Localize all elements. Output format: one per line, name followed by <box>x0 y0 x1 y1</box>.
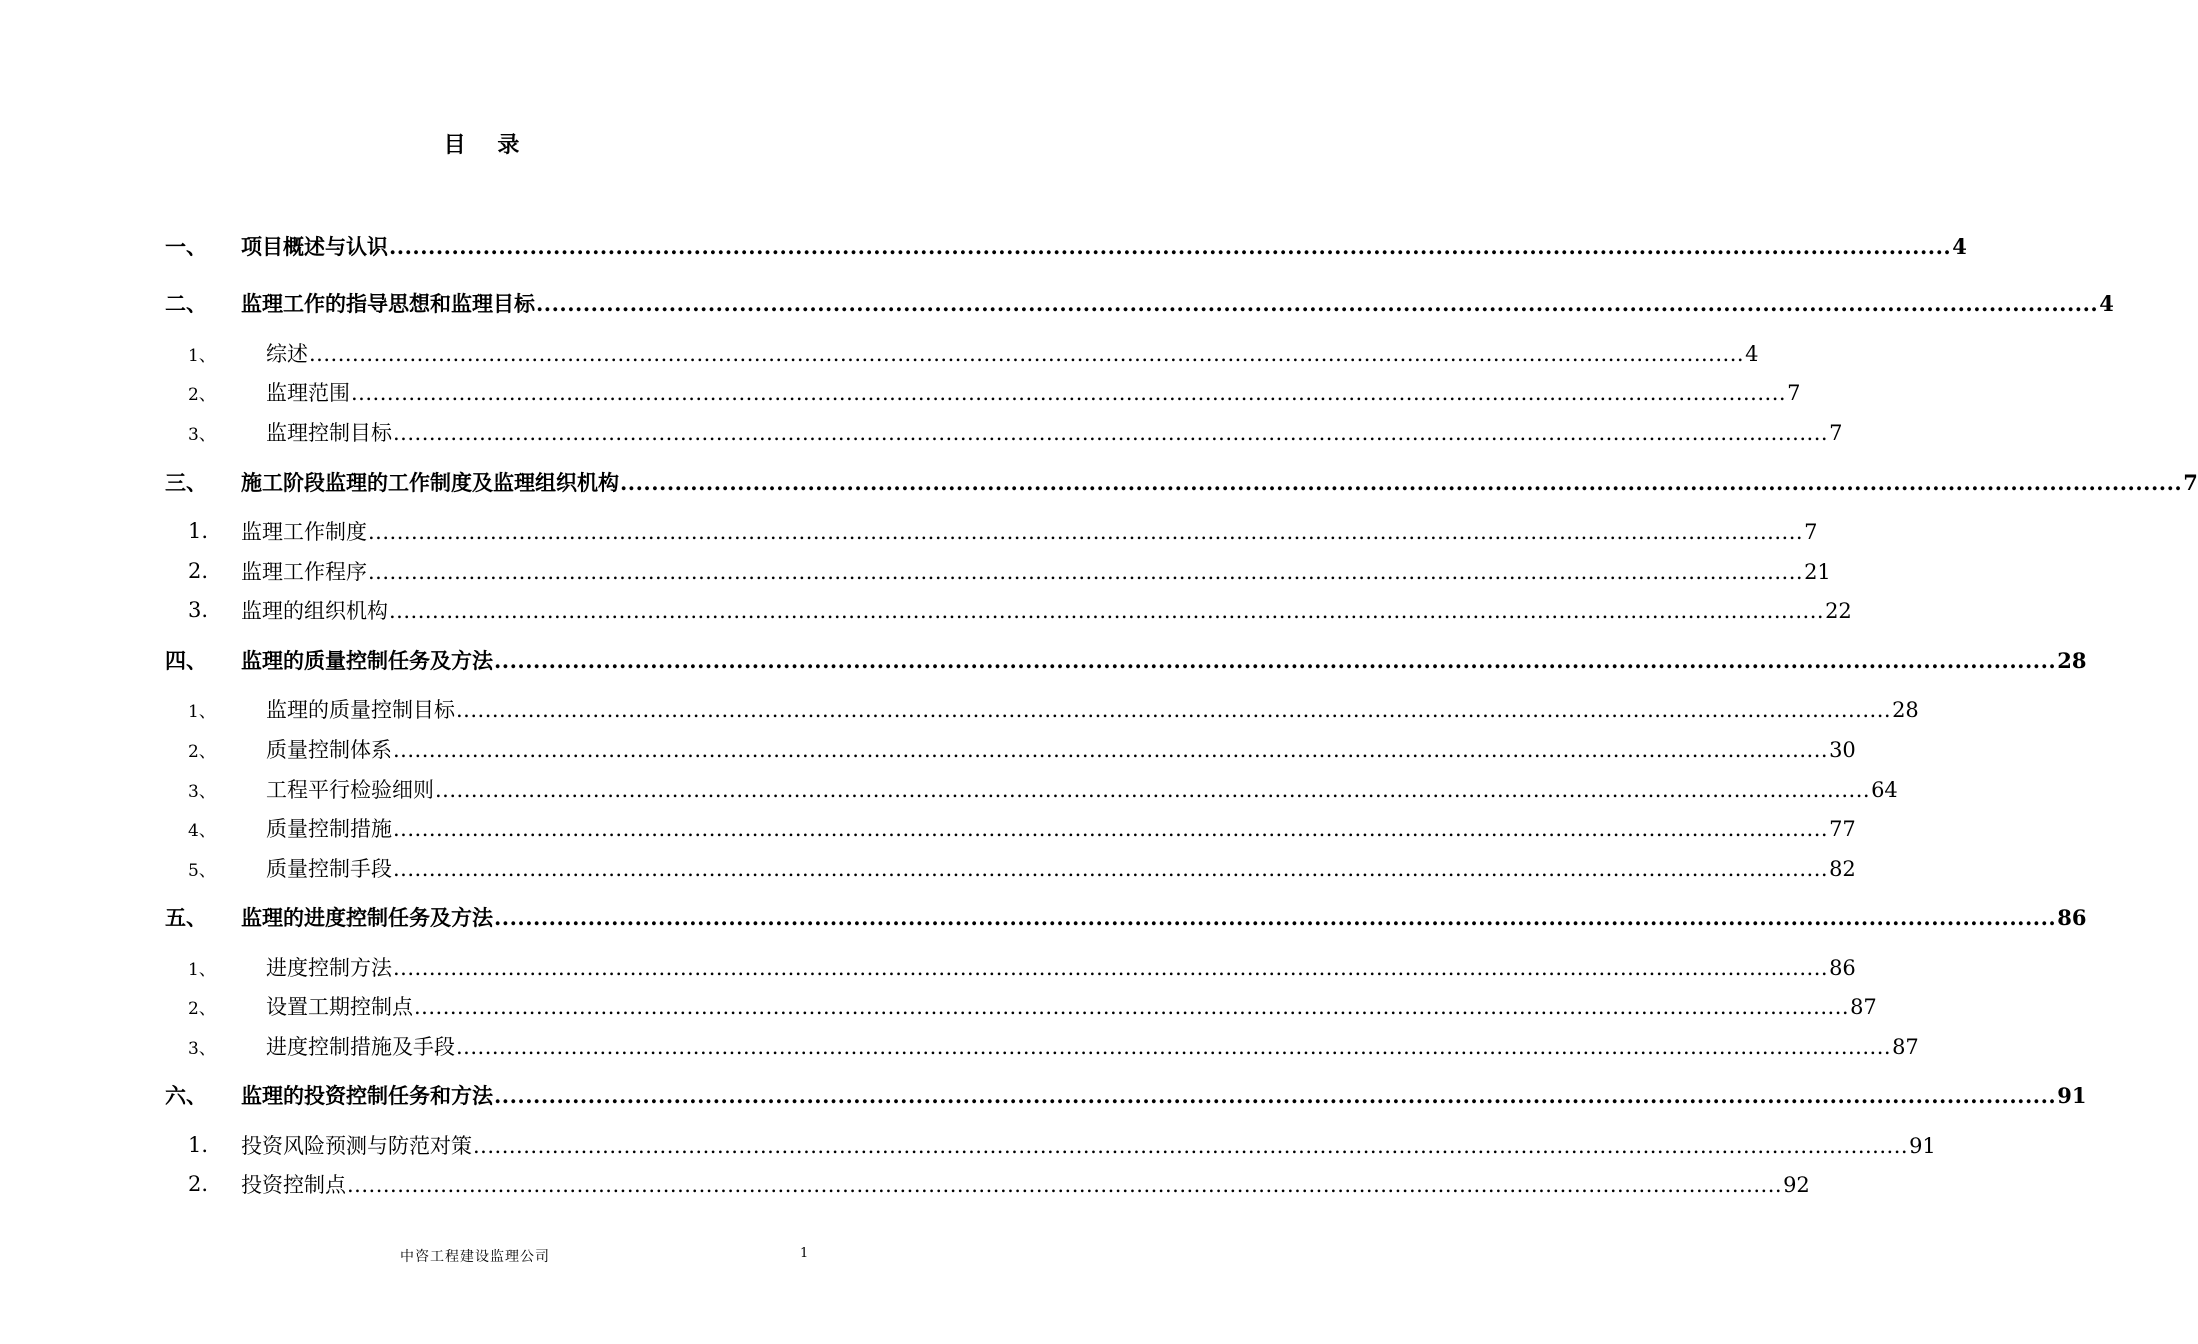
toc-leader-dots: ........................................................................................................................................................................................................ <box>456 1035 1892 1059</box>
toc-entry[interactable] <box>0 464 2198 500</box>
toc-entry-title: 设置工期控制点 <box>266 995 413 1019</box>
toc-leader-dots: ........................................................................................................................................................................................................ <box>393 956 1829 980</box>
toc-entry-number: 一、 <box>165 234 207 259</box>
toc-entry-title: 监理控制目标 <box>266 421 392 445</box>
toc-entry-title: 质量控制措施 <box>266 817 392 841</box>
toc-entry-page: 7 <box>1787 381 1801 405</box>
toc-leader-dots: ........................................................................................................................................................................................................ <box>393 738 1829 762</box>
toc-entry-title: 投资控制点 <box>241 1173 346 1197</box>
toc-entry-body <box>266 853 1856 883</box>
toc-entry-page: 28 <box>2057 648 2087 673</box>
toc-entry-number: 3、 <box>188 1038 216 1059</box>
toc-entry-title: 监理工作制度 <box>241 520 367 544</box>
toc-entry-page: 4 <box>2099 291 2114 316</box>
toc-entry-title: 质量控制手段 <box>266 857 392 881</box>
toc-entry[interactable] <box>0 899 2087 935</box>
toc-entry-title: 进度控制方法 <box>266 956 392 980</box>
toc-entry-title: 监理的质量控制任务及方法 <box>241 648 493 673</box>
toc-entry[interactable] <box>0 731 1856 767</box>
toc-leader-dots: ........................................................................................................................................................................................................ <box>414 995 1850 1019</box>
toc-entry-body <box>266 734 1856 764</box>
toc-entry-title: 工程平行检验细则 <box>266 778 434 802</box>
toc-entry-body <box>266 952 1856 982</box>
toc-leader-dots: ........................................................................................................................................................................................................ <box>389 599 1825 623</box>
toc-entry-page: 77 <box>1829 817 1856 841</box>
toc-entry-page: 87 <box>1892 1035 1919 1059</box>
toc-entry-body <box>266 694 1919 724</box>
toc-entry-page: 91 <box>1909 1134 1936 1158</box>
toc-entry-number: 2、 <box>188 998 216 1019</box>
toc-leader-dots: ........................................................................................................................................................................................................ <box>309 342 1745 366</box>
toc-entry[interactable] <box>0 1127 1936 1163</box>
toc-entry-title: 进度控制措施及手段 <box>266 1035 455 1059</box>
toc-entry-title: 监理的质量控制目标 <box>266 698 455 722</box>
toc-entry-body <box>266 774 1898 804</box>
toc-entry-page: 30 <box>1829 738 1856 762</box>
toc-entry-body <box>266 813 1856 843</box>
toc-entry-title: 监理的投资控制任务和方法 <box>241 1083 493 1108</box>
toc-entry-body <box>241 516 1818 546</box>
toc-entry-title: 项目概述与认识 <box>241 234 388 259</box>
toc-entry[interactable] <box>0 513 1818 549</box>
toc-entry[interactable] <box>0 414 1843 450</box>
toc-leader-dots: ........................................................................................................................................................................................................ <box>347 1173 1783 1197</box>
toc-entry-number: 1. <box>188 519 209 543</box>
toc-entry-page: 4 <box>1745 342 1759 366</box>
toc-entry-title: 监理的组织机构 <box>241 599 388 623</box>
toc-entry-page: 86 <box>1829 956 1856 980</box>
toc-entry-page: 21 <box>1804 560 1831 584</box>
toc-entry-title: 监理范围 <box>266 381 350 405</box>
toc-entry-page: 22 <box>1825 599 1852 623</box>
toc-leader-dots: ........................................................................................................................................................................................................ <box>456 698 1892 722</box>
toc-entry-number: 1、 <box>188 701 216 722</box>
toc-leader-dots: ........................................................................................................................................................................................................ <box>393 421 1829 445</box>
toc-entry-number: 4、 <box>188 820 216 841</box>
toc-entry-page: 92 <box>1783 1173 1810 1197</box>
toc-entry-page: 82 <box>1829 857 1856 881</box>
footer-page-number: 1 <box>800 1246 809 1261</box>
toc-entry-number: 3、 <box>188 424 216 445</box>
toc-entry-body <box>266 338 1759 368</box>
toc-leader-dots: ........................................................................................................................................................................................................ <box>368 560 1804 584</box>
toc-entry-number: 5、 <box>188 860 216 881</box>
toc-leader-dots: ........................................................................................................................................................................................................ <box>494 648 2057 673</box>
toc-entry-title: 监理工作程序 <box>241 560 367 584</box>
toc-entry-number: 2、 <box>188 741 216 762</box>
toc-entry[interactable] <box>0 228 1967 264</box>
toc-entry-title: 投资风险预测与防范对策 <box>241 1134 472 1158</box>
toc-entry-number: 3. <box>188 598 209 622</box>
toc-entry[interactable] <box>0 335 1759 371</box>
toc-entry-body <box>241 231 1967 261</box>
toc-entry-body <box>241 1130 1936 1160</box>
toc-entry-body <box>266 377 1801 407</box>
toc-entry-number: 三、 <box>165 470 207 495</box>
toc-entry[interactable] <box>0 771 1898 807</box>
toc-entry-title: 施工阶段监理的工作制度及监理组织机构 <box>241 470 619 495</box>
toc-entry-body <box>241 1169 1810 1199</box>
toc-entry[interactable] <box>0 949 1856 985</box>
toc-entry-body <box>241 467 2198 497</box>
toc-entry[interactable] <box>0 642 2087 678</box>
toc-entry[interactable] <box>0 1077 2087 1113</box>
toc-leader-dots: ........................................................................................................................................................................................................ <box>494 1083 2057 1108</box>
toc-entry-title: 监理的进度控制任务及方法 <box>241 905 493 930</box>
toc-leader-dots: ........................................................................................................................................................................................................ <box>536 291 2099 316</box>
toc-entry-page: 7 <box>1804 520 1818 544</box>
toc-entry-number: 四、 <box>165 648 207 673</box>
toc-entry-number: 2. <box>188 559 209 583</box>
toc-entry-page: 7 <box>1829 421 1843 445</box>
toc-entry-number: 2. <box>188 1172 209 1196</box>
toc-entry[interactable] <box>0 810 1856 846</box>
toc-leader-dots: ........................................................................................................................................................................................................ <box>393 857 1829 881</box>
toc-entry-body <box>241 288 2114 318</box>
toc-entry-page: 4 <box>1952 234 1967 259</box>
toc-title: 目 录 <box>443 132 532 158</box>
toc-entry-title: 综述 <box>266 342 308 366</box>
toc-leader-dots: ........................................................................................................................................................................................................ <box>368 520 1804 544</box>
toc-leader-dots: ........................................................................................................................................................................................................ <box>494 905 2057 930</box>
toc-leader-dots: ........................................................................................................................................................................................................ <box>393 817 1829 841</box>
toc-entry-body <box>241 902 2087 932</box>
toc-entry-title: 监理工作的指导思想和监理目标 <box>241 291 535 316</box>
toc-entry-body <box>241 556 1831 586</box>
toc-entry[interactable] <box>0 592 1852 628</box>
toc-entry-page: 86 <box>2057 905 2087 930</box>
footer-company: 中咨工程建设监理公司 <box>400 1249 550 1265</box>
toc-entry-number: 1. <box>188 1133 209 1157</box>
toc-leader-dots: ........................................................................................................................................................................................................ <box>473 1134 1909 1158</box>
toc-entry-number: 六、 <box>165 1083 207 1108</box>
toc-entry-body <box>266 991 1877 1021</box>
toc-entry[interactable] <box>0 374 1801 410</box>
toc-entry-number: 二、 <box>165 291 207 316</box>
toc-leader-dots: ........................................................................................................................................................................................................ <box>389 234 1952 259</box>
toc-entry-page: 28 <box>1892 698 1919 722</box>
toc-entry-page: 7 <box>2183 470 2198 495</box>
toc-leader-dots: ........................................................................................................................................................................................................ <box>435 778 1871 802</box>
toc-entry-body <box>241 645 2087 675</box>
toc-entry[interactable] <box>0 553 1831 589</box>
toc-entry-number: 3、 <box>188 781 216 802</box>
toc-entry-body <box>266 1031 1919 1061</box>
toc-entry[interactable] <box>0 850 1856 886</box>
toc-entry-page: 91 <box>2057 1083 2087 1108</box>
toc-entry-body <box>266 417 1843 447</box>
toc-entry-title: 质量控制体系 <box>266 738 392 762</box>
toc-entry-body <box>241 595 1852 625</box>
toc-entry-body <box>241 1080 2087 1110</box>
toc-entry[interactable] <box>0 988 1877 1024</box>
toc-entry-number: 五、 <box>165 905 207 930</box>
toc-entry-page: 87 <box>1850 995 1877 1019</box>
toc-entry[interactable] <box>0 1028 1919 1064</box>
toc-entry-number: 2、 <box>188 384 216 405</box>
toc-entry-page: 64 <box>1871 778 1898 802</box>
toc-entry[interactable] <box>0 285 2114 321</box>
toc-entry-number: 1、 <box>188 959 216 980</box>
toc-leader-dots: ........................................................................................................................................................................................................ <box>620 470 2183 495</box>
toc-entry-number: 1、 <box>188 345 216 366</box>
toc-entry[interactable] <box>0 691 1919 727</box>
toc-leader-dots: ........................................................................................................................................................................................................ <box>351 381 1787 405</box>
toc-entry[interactable] <box>0 1166 1810 1202</box>
